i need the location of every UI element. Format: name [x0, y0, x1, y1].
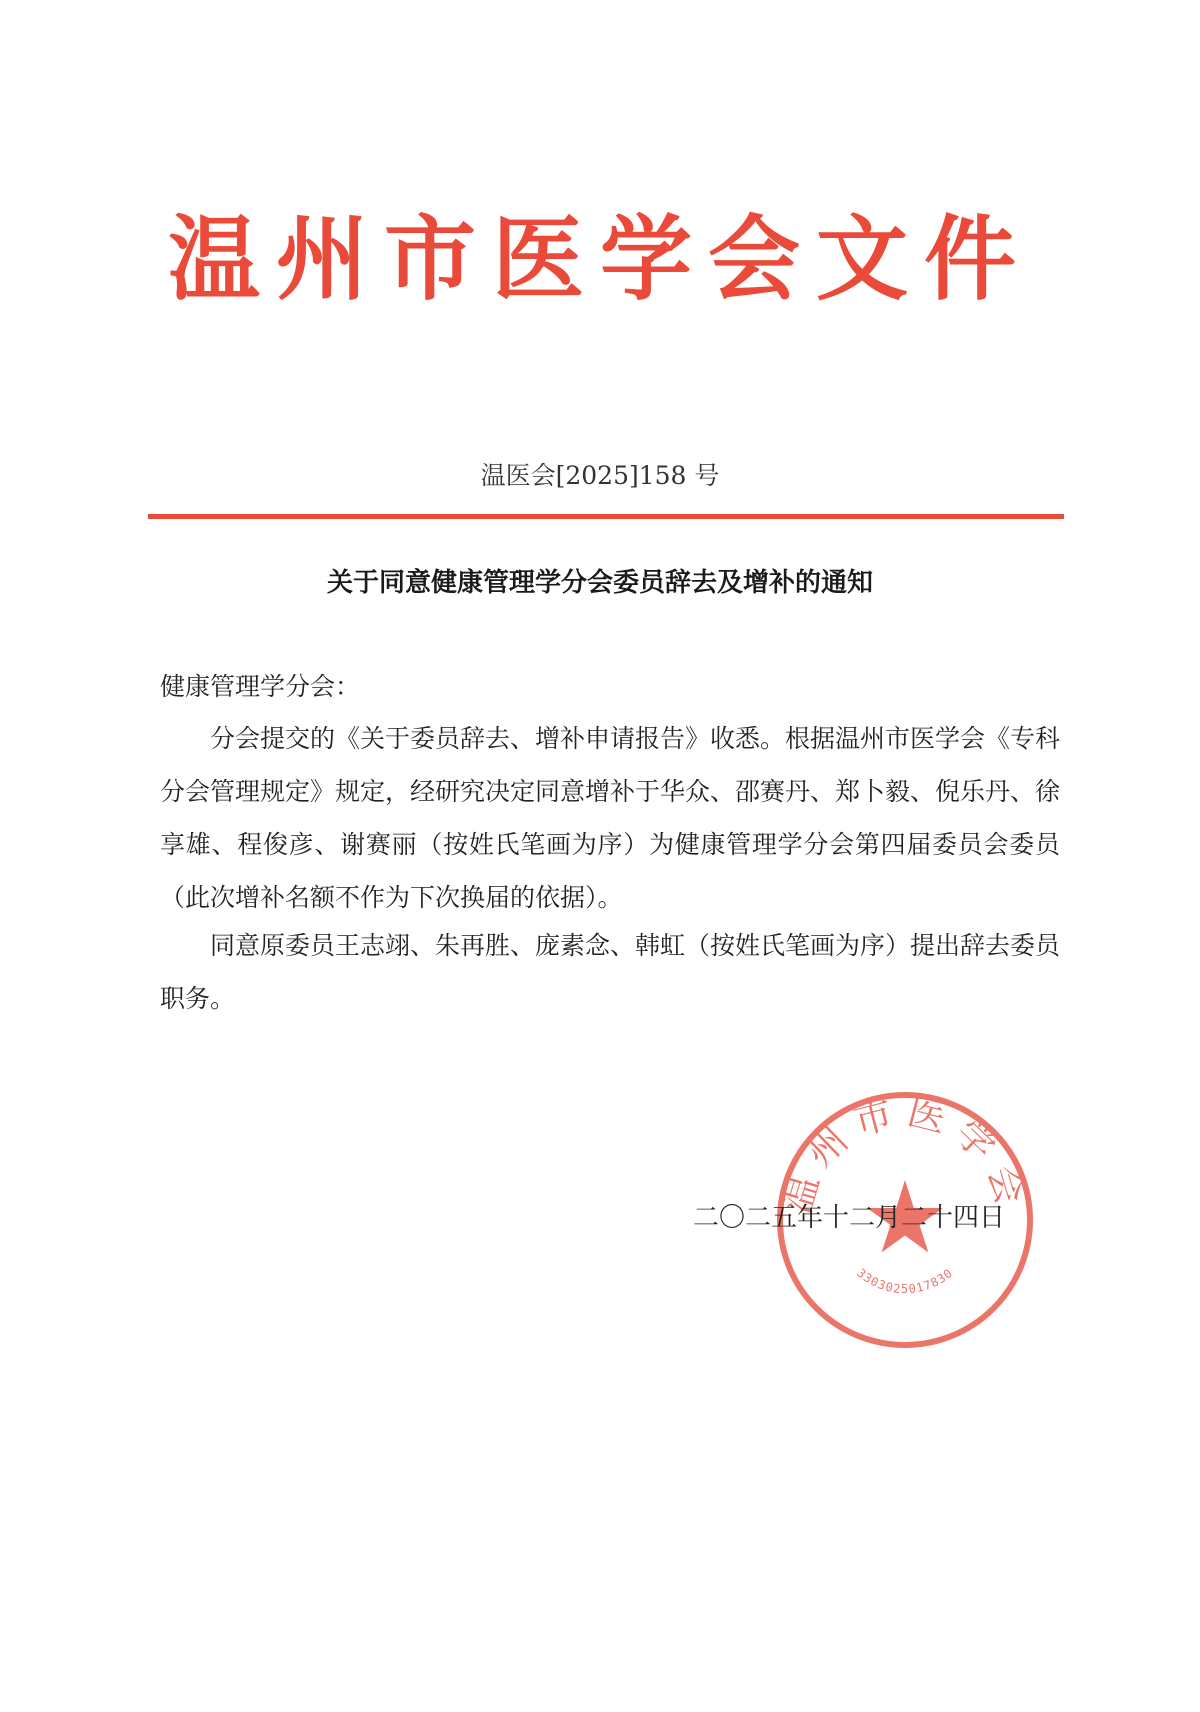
- red-divider-line: [148, 514, 1064, 519]
- seal-text: 温州市医学会: [774, 1089, 1036, 1219]
- salutation: 健康管理学分会：: [160, 672, 361, 701]
- letterhead-title: 温州市医学会文件: [167, 206, 1032, 313]
- seal-code: 3303025017830: [854, 1265, 956, 1297]
- body-paragraph-2: 同意原委员王志翊、朱再胜、庞素念、韩虹（按姓氏笔画为序）提出辞去委员职务。: [160, 931, 1061, 1013]
- notice-title: 关于同意健康管理学分会委员辞去及增补的通知: [326, 568, 873, 598]
- document-number: 温医会[2025]158 号: [480, 461, 720, 490]
- svg-text:3303025017830: [854, 1266, 956, 1296]
- body-paragraph-1: 分会提交的《关于委员辞去、增补申请报告》收悉。根据温州市医学会《专科分会管理规定》规定，经研究决定同意增补于华众、邵赛丹、郑卜毅、倪乐丹、徐享雄、程俊彦、谢赛丽（按姓氏笔画为序）为健康管理学分会第四届委员会委员（此次增补名额不作为下次换届的依据）。: [160, 724, 1061, 912]
- issue-date: 二〇二五年十二月二十四日: [693, 1203, 1006, 1233]
